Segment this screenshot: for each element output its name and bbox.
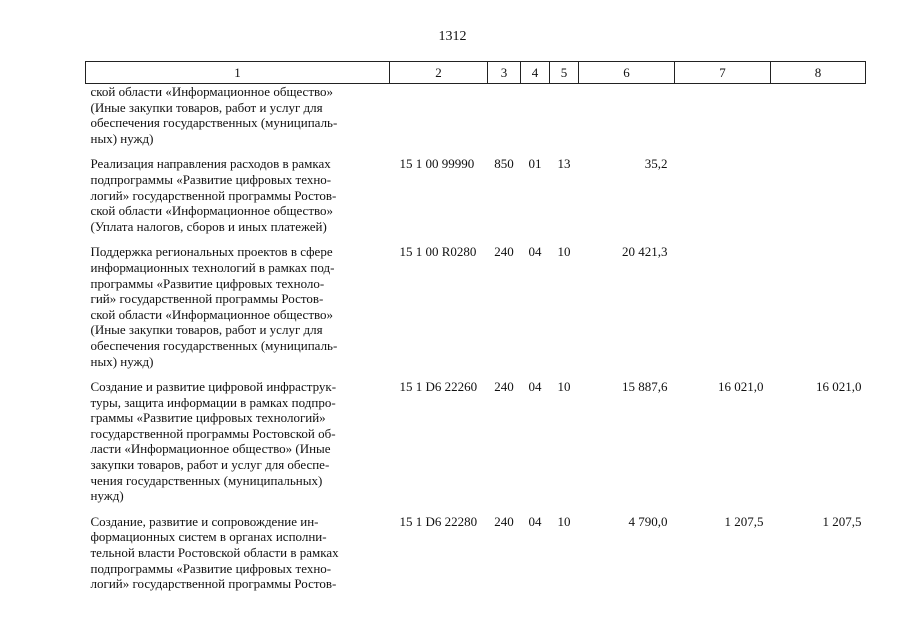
row-pr bbox=[550, 84, 579, 149]
name-line: ных) нужд) bbox=[90, 353, 154, 369]
header-col-5: 5 bbox=[550, 62, 579, 84]
row-sum-3: 1 207,5 bbox=[822, 513, 862, 529]
row-sum-2 bbox=[675, 84, 771, 149]
row-code: 15 1 D6 22280 bbox=[399, 513, 478, 529]
name-line: программы «Развитие цифровых техноло- bbox=[90, 275, 325, 291]
name-line: нужд) bbox=[90, 488, 124, 504]
name-line: Создание и развитие цифровой инфраструк- bbox=[90, 379, 337, 395]
name-line: ской области «Информационное общество» bbox=[90, 306, 334, 322]
row-code bbox=[390, 84, 488, 149]
row-sum-1: 15 887,6 bbox=[622, 379, 668, 395]
name-line: ской области «Информационное общество» bbox=[90, 84, 334, 99]
row-pr: 10 bbox=[557, 379, 571, 395]
row-code: 15 1 D6 22260 bbox=[399, 379, 478, 395]
header-col-1: 1 bbox=[86, 62, 390, 84]
table-row bbox=[86, 379, 866, 506]
row-sum-1: 4 790,0 bbox=[628, 513, 668, 529]
row-sum-2 bbox=[675, 156, 771, 236]
row-name bbox=[86, 379, 390, 506]
name-line: закупки товаров, работ и услуг для обеспе- bbox=[90, 457, 330, 473]
header-col-7: 7 bbox=[675, 62, 771, 84]
row-name bbox=[86, 514, 390, 594]
table-row bbox=[86, 156, 866, 236]
row-vr: 240 bbox=[494, 513, 514, 529]
name-line: логий» государственной программы Ростов- bbox=[90, 187, 337, 203]
row-vr bbox=[488, 84, 521, 149]
name-line: тельной власти Ростовской области в рамках bbox=[90, 545, 339, 561]
row-code: 15 1 00 R0280 bbox=[399, 244, 477, 260]
table-row bbox=[86, 84, 866, 149]
name-line: обеспечения государственных (муниципаль- bbox=[90, 337, 338, 353]
header-row bbox=[86, 62, 866, 84]
name-line: (Иные закупки товаров, работ и услуг для bbox=[90, 99, 323, 115]
name-line: гий» государственной программы Ростов- bbox=[90, 291, 324, 307]
header-col-2: 2 bbox=[390, 62, 488, 84]
row-sum-2 bbox=[675, 244, 771, 371]
row-name bbox=[86, 244, 390, 371]
name-line: ской области «Информационное общество» bbox=[90, 203, 334, 219]
row-pr: 13 bbox=[557, 156, 571, 172]
name-line: информационных технологий в рамках под- bbox=[90, 259, 335, 275]
name-line: подпрограммы «Развитие цифровых техно- bbox=[90, 171, 332, 187]
row-sum-3: 16 021,0 bbox=[816, 379, 862, 395]
header-col-8: 8 bbox=[771, 62, 866, 84]
name-line: логий» государственной программы Ростов- bbox=[90, 576, 337, 592]
name-line: (Уплата налогов, сборов и иных платежей) bbox=[90, 218, 327, 234]
name-line: формационных систем в органах исполни- bbox=[90, 529, 327, 545]
table-header bbox=[86, 62, 866, 84]
row-sum-3 bbox=[771, 244, 866, 371]
name-line: Реализация направления расходов в рамках bbox=[90, 156, 331, 172]
row-pr: 10 bbox=[557, 244, 571, 260]
name-line: граммы «Развитие цифровых технологий» bbox=[90, 410, 326, 426]
name-line: Поддержка региональных проектов в сфере bbox=[90, 244, 333, 260]
name-line: ласти «Информационное общество» (Иные bbox=[90, 441, 331, 457]
row-sum-1 bbox=[579, 84, 675, 149]
name-line: государственной программы Ростовской об- bbox=[90, 425, 336, 441]
name-line: ных) нужд) bbox=[90, 130, 154, 146]
table-row bbox=[86, 514, 866, 594]
name-line: чения государственных (муниципальных) bbox=[90, 472, 323, 488]
row-sum-3 bbox=[771, 156, 866, 236]
row-rz: 04 bbox=[528, 379, 542, 395]
row-name bbox=[86, 84, 390, 149]
row-vr: 240 bbox=[494, 244, 514, 260]
table-row bbox=[86, 244, 866, 371]
name-line: Создание, развитие и сопровождение ин- bbox=[90, 513, 319, 529]
row-sum-1: 20 421,3 bbox=[622, 244, 668, 260]
row-rz bbox=[521, 84, 550, 149]
row-sum-3 bbox=[771, 84, 866, 149]
row-code: 15 1 00 99990 bbox=[399, 156, 475, 172]
header-col-4: 4 bbox=[521, 62, 550, 84]
page-number: 1312 bbox=[438, 29, 467, 44]
row-rz: 04 bbox=[528, 513, 542, 529]
row-vr: 240 bbox=[494, 379, 514, 395]
name-line: туры, защита информации в рамках подпро- bbox=[90, 394, 336, 410]
row-name bbox=[86, 156, 390, 236]
row-rz: 04 bbox=[528, 244, 542, 260]
name-line: (Иные закупки товаров, работ и услуг для bbox=[90, 322, 323, 338]
row-sum-2: 1 207,5 bbox=[724, 513, 764, 529]
row-vr: 850 bbox=[494, 156, 514, 172]
header-col-3: 3 bbox=[488, 62, 521, 84]
budget-table bbox=[85, 61, 866, 594]
header-col-6: 6 bbox=[579, 62, 675, 84]
row-sum-2: 16 021,0 bbox=[718, 379, 764, 395]
row-sum-1: 35,2 bbox=[644, 156, 668, 172]
name-line: обеспечения государственных (муниципаль- bbox=[90, 115, 338, 131]
row-rz: 01 bbox=[528, 156, 542, 172]
name-line: подпрограммы «Развитие цифровых техно- bbox=[90, 560, 332, 576]
row-pr: 10 bbox=[557, 513, 571, 529]
